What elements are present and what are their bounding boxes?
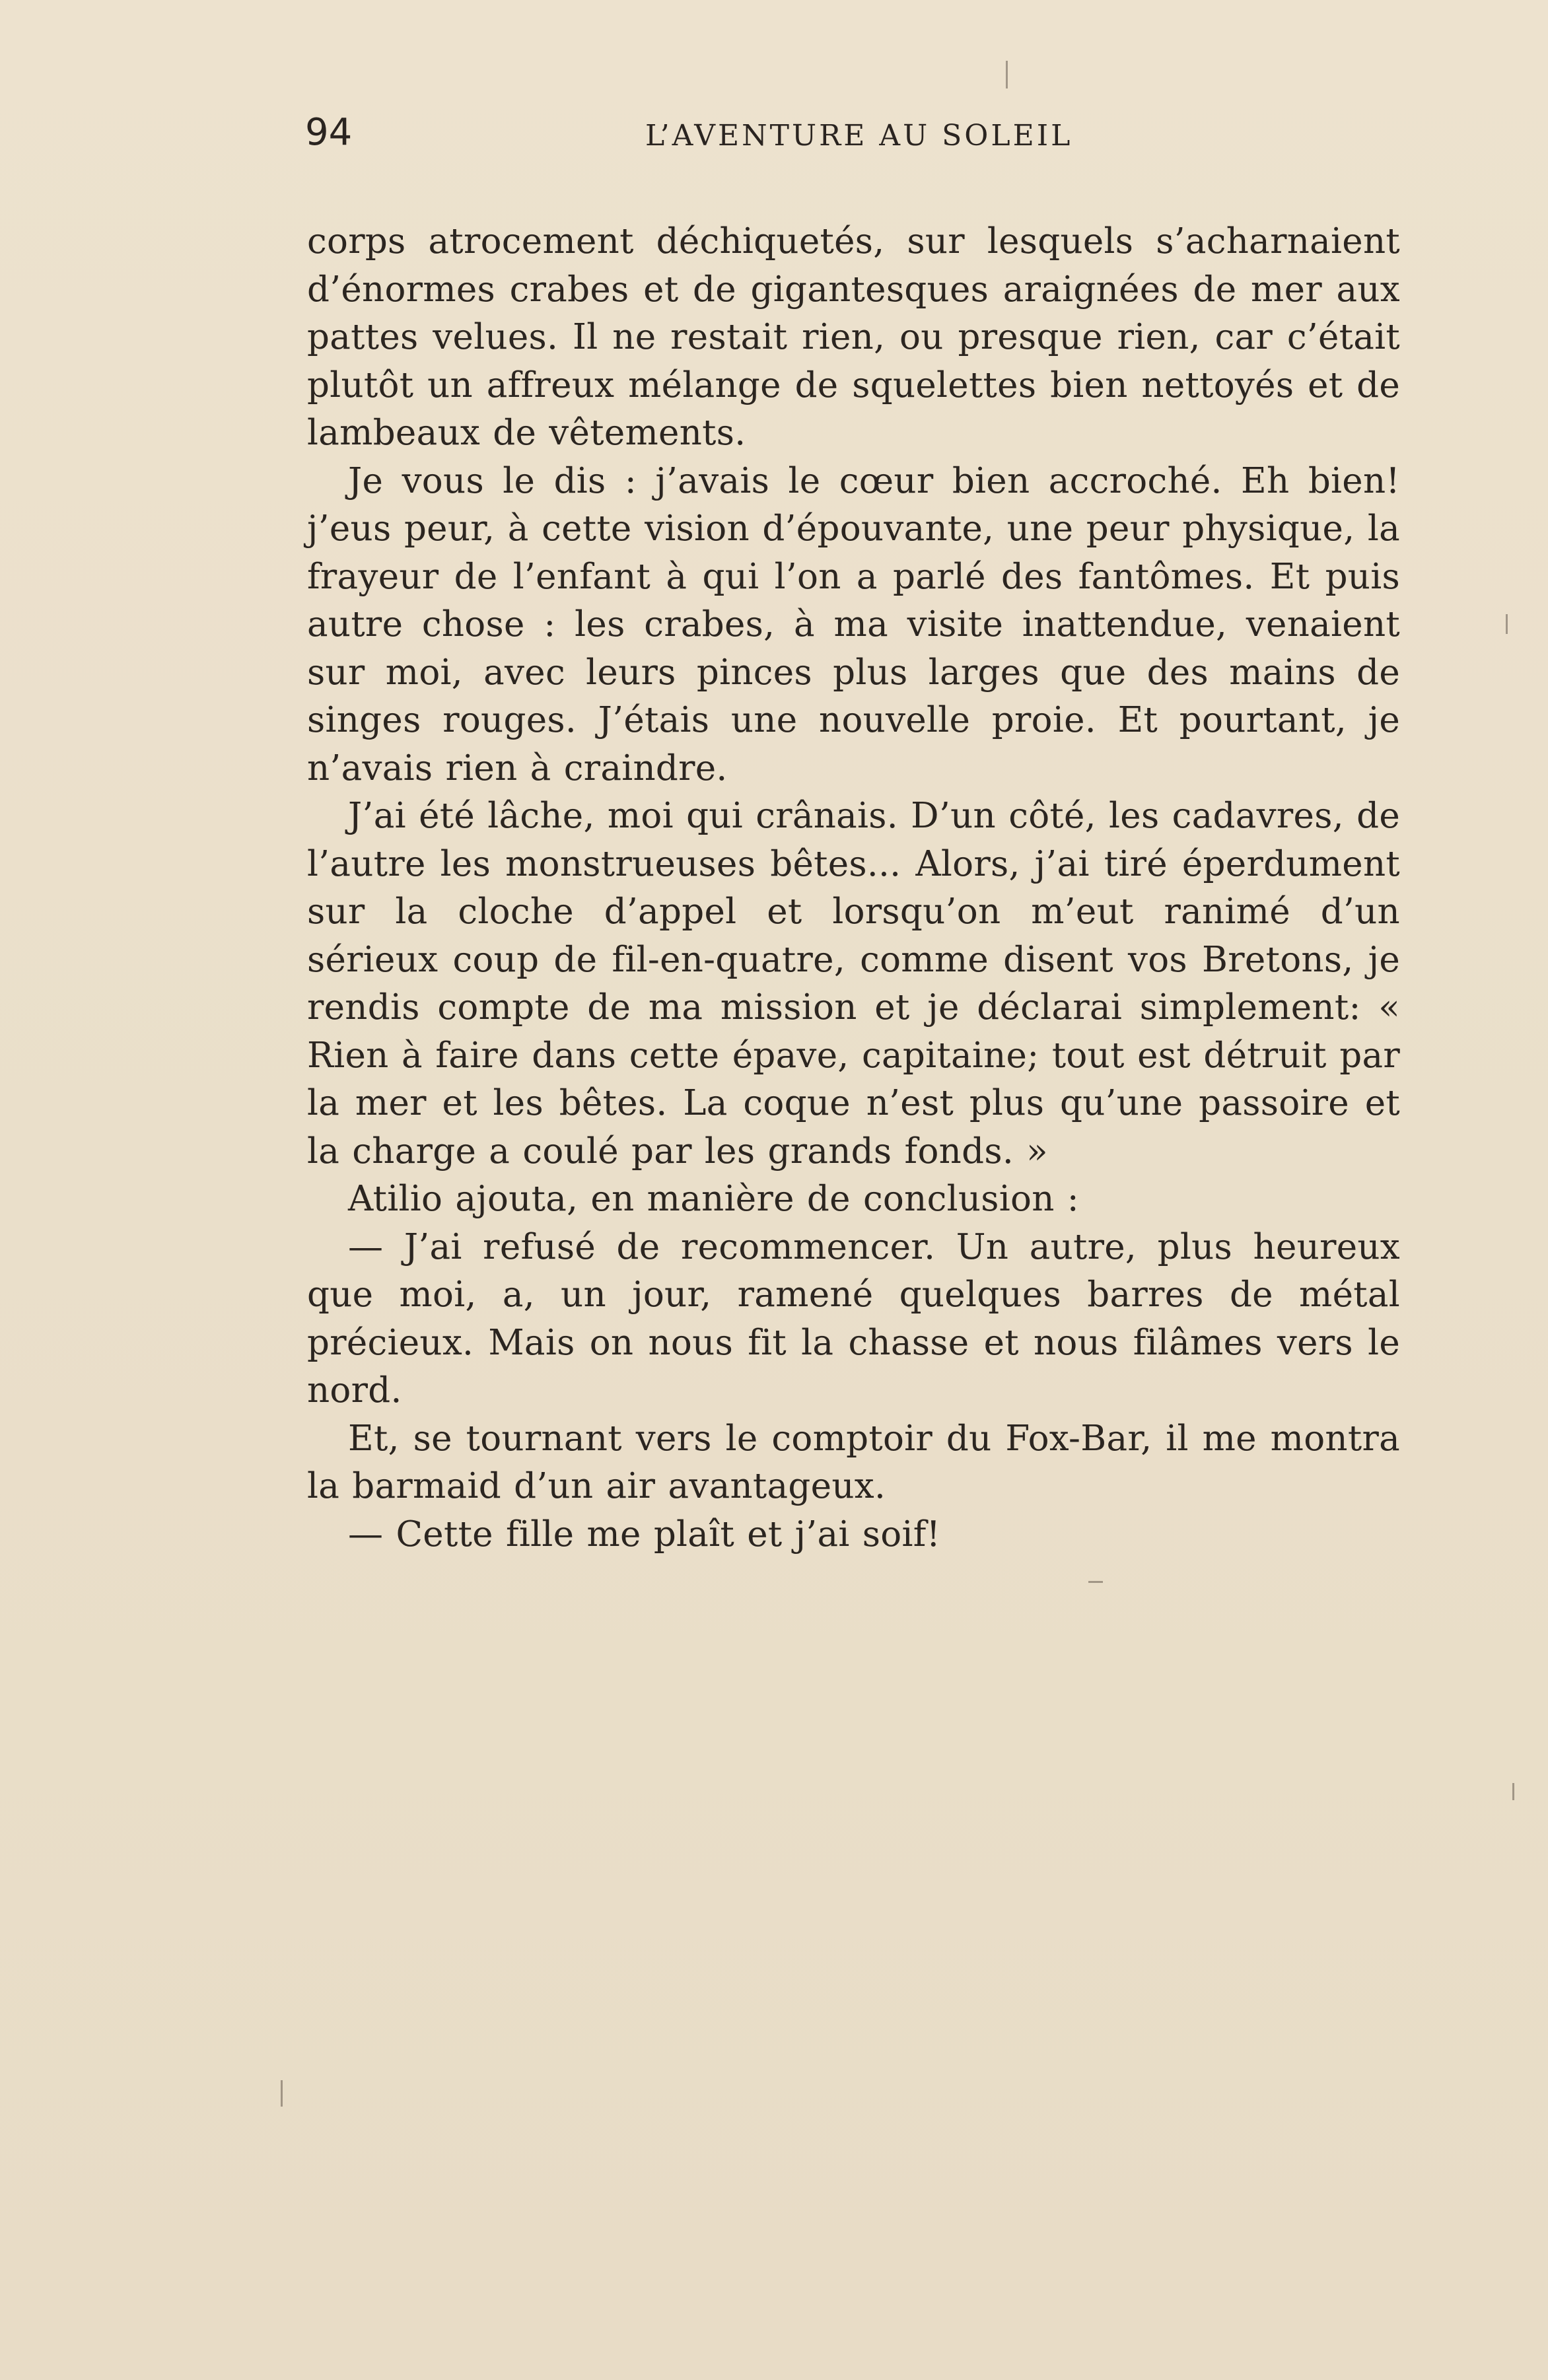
page-number: 94	[305, 111, 353, 154]
paragraph-1: corps atrocement déchiquetés, sur lesquels s’acharnaient d’énormes crabes et de gigantesques araignées de mer aux pattes velues. Il ne restait rien, ou presque rien, car c’était plutôt un affreux mélange de squelettes bien nettoyés et de lambeaux de vêtements.	[307, 221, 1400, 453]
paragraph-4: Atilio ajouta, en manière de conclusion :	[348, 1179, 1079, 1219]
paper-speck	[1512, 1783, 1514, 1800]
running-title: L’AVENTURE AU SOLEIL	[645, 119, 1073, 153]
running-head	[305, 111, 1401, 164]
paragraph-7: — Cette fille me plaît et j’ai soif!	[348, 1514, 941, 1555]
paragraph-5: — J’ai refusé de recommencer. Un autre, plus heureux que moi, a, un jour, ramené quelques barres de métal précieux. Mais on nous fit la chasse et nous filâmes vers le nord.	[307, 1226, 1400, 1411]
paper-speck	[1006, 61, 1008, 88]
paper-speck	[281, 2080, 283, 2107]
paragraph-2: Je vous le dis : j’avais le cœur bien accroché. Eh bien! j’eus peur, à cette vision d’épouvante, une peur physique, la frayeur de l’enfant à qui l’on a parlé des fantômes. Et puis autre chose : les crabes, à ma visite inattendue, venaient sur moi, avec leurs pinces plus larges que des mains de singes rouges. J’étais une nouvelle proie. Et pourtant, je n’avais rien à craindre.	[307, 460, 1400, 788]
paragraph-6: Et, se tournant vers le comptoir du Fox-Bar, il me montra la barmaid d’un air avantageux.	[307, 1418, 1400, 1506]
body-text	[307, 218, 1400, 1558]
paper-speck	[1088, 1581, 1103, 1583]
paper-speck	[1506, 614, 1508, 634]
paragraph-3: J’ai été lâche, moi qui crânais. D’un côté, les cadavres, de l’autre les monstrueuses bêtes... Alors, j’ai tiré éperdument sur la cloche d’appel et lorsqu’on m’eut ranimé d’un sérieux coup de fil-en-quatre, comme disent vos Bretons, je rendis compte de ma mission et je déclarai simplement: « Rien à faire dans cette épave, capitaine; tout est détruit par la mer et les bêtes. La coque n’est plus qu’une passoire et la charge a coulé par les grands fonds. »	[307, 796, 1400, 1172]
